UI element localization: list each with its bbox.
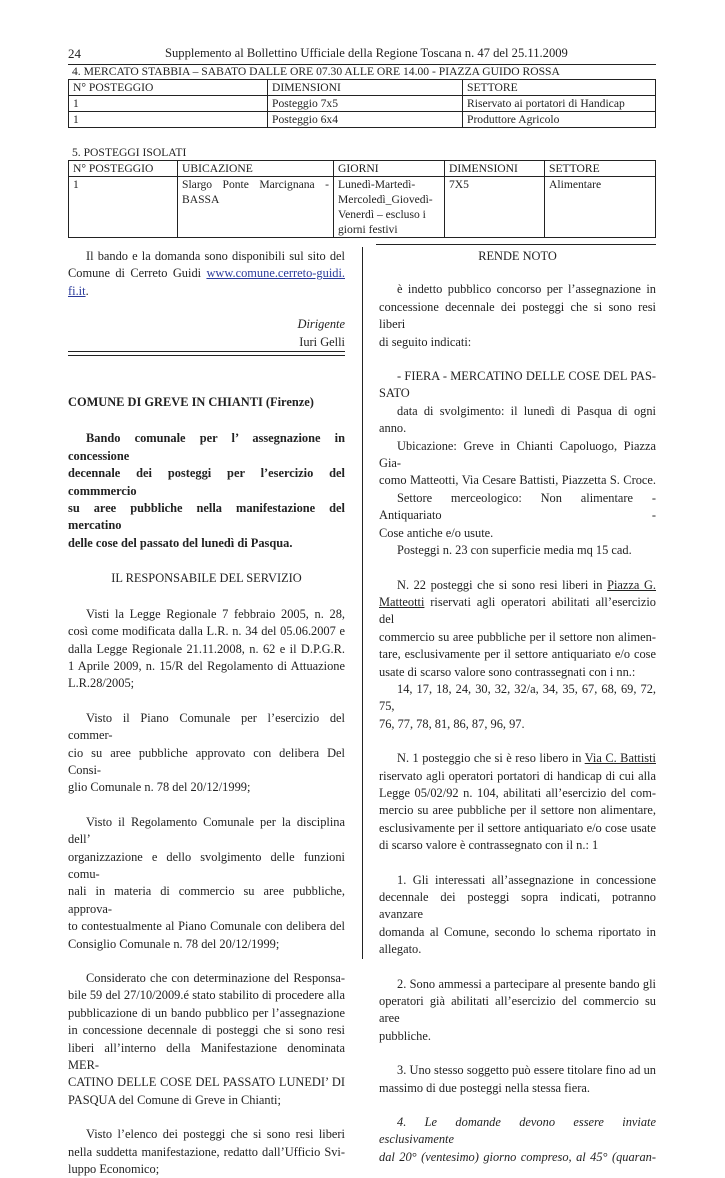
- paragraph: [68, 710, 345, 797]
- title-line: decennale dei posteggi per l’esercizio del commmercio: [68, 466, 345, 498]
- text-line: Visto il Piano Comunale per l’esercizio del commer-: [68, 710, 345, 743]
- table-cell: Posteggio 6x4: [268, 112, 463, 128]
- text-line: dalla Legge Regionale 21.11.2008, n. 62 e il D.P.G.R.: [68, 641, 345, 656]
- location-link: Matteotti: [379, 594, 425, 609]
- text-line: in concessione decennale di posteggi che si sono resi: [68, 1023, 345, 1038]
- text-line: SATO: [379, 386, 410, 401]
- page-header: [68, 44, 656, 65]
- table-cell: [178, 177, 334, 238]
- table-header-cell: DIMENSIONI: [445, 161, 545, 177]
- text-line: 4. Le domande devono essere inviate esclusivamente: [379, 1115, 656, 1147]
- text-line: 14, 17, 18, 24, 30, 32, 32/a, 34, 35, 67, 68, 69, 72, 75,: [379, 681, 656, 714]
- table-header-cell: N° POSTEGGIO: [69, 80, 268, 96]
- paragraph: [68, 606, 345, 693]
- text-line: così come modificata dalla L.R. n. 34 del 05.06.2007 e: [68, 624, 345, 639]
- text-line: [379, 577, 656, 594]
- paragraph: [379, 976, 656, 1046]
- paragraph: [68, 1126, 345, 1178]
- paragraph: [379, 1062, 656, 1097]
- table-header-cell: SETTORE: [463, 80, 656, 96]
- text-line: [379, 750, 656, 767]
- fiera-paragraph: [379, 368, 656, 559]
- isolated-stalls-section: [68, 146, 656, 238]
- responsabile-heading: IL RESPONSABILE DEL SERVIZIO: [111, 571, 302, 586]
- text-line: tare, esclusivamente per il settore antiquariato e/o cose: [379, 647, 656, 662]
- text-line: esclusivamente per il settore antiquariato e/o cose usate: [379, 820, 656, 835]
- left-column: [68, 248, 345, 1178]
- title-line: delle cose del passato del lunedì di Pasqua.: [68, 535, 293, 550]
- text-line: to contestualmente al Piano Comunale con delibera del: [68, 919, 345, 934]
- days-line: giorni festivi: [338, 223, 398, 236]
- table-row: [69, 177, 656, 238]
- text-line: [379, 594, 656, 629]
- table-header-cell: GIORNI: [334, 161, 445, 177]
- text-span: N. 1 posteggio che si è reso libero in: [397, 751, 582, 766]
- text-line: è indetto pubblico concorso per l’assegnazione in: [397, 282, 656, 297]
- text-line: pubblicazione di un bando pubblico per l’assegnazione: [68, 1005, 345, 1020]
- table-cell: 1: [69, 96, 268, 112]
- text-line: allegato.: [379, 942, 422, 957]
- website-link[interactable]: fi.it: [68, 283, 86, 298]
- text-line: concessione decennale dei posteggi che si sono resi liberi: [379, 299, 656, 332]
- location-link: Via C. Battisti: [584, 751, 656, 766]
- table-header-cell: SETTORE: [545, 161, 656, 177]
- table-header-cell: DIMENSIONI: [268, 80, 463, 96]
- text-line: massimo di due posteggi nella stessa fiera.: [379, 1080, 590, 1095]
- text-line: liberi all’interno della Manifestazione denominata MER-: [68, 1040, 345, 1073]
- table-cell: Riservato ai portatori di Handicap: [463, 96, 656, 112]
- text-line: luppo Economico;: [68, 1162, 160, 1177]
- location-line: Slargo Ponte Marcignana -: [182, 178, 329, 191]
- text-line: domanda al Comune, secondo lo schema riportato in: [379, 924, 656, 939]
- location-link: Piazza G.: [607, 577, 657, 592]
- table-header-cell: N° POSTEGGIO: [69, 161, 178, 177]
- text-line: glio Comunale n. 78 del 20/12/1999;: [68, 780, 251, 795]
- table-header-row: [69, 80, 656, 96]
- text-line: PASQUA del Comune di Greve in Chianti;: [68, 1092, 281, 1107]
- bando-line: [68, 265, 345, 282]
- text-line: cio su aree pubbliche approvato con delibera Del Consi-: [68, 745, 345, 777]
- table-header-row: [69, 161, 656, 177]
- text-line: Visto il Regolamento Comunale per la disciplina dell’: [68, 814, 345, 847]
- table-cell: 1: [69, 112, 268, 128]
- rende-noto-heading: RENDE NOTO: [478, 249, 557, 263]
- text-line: Posteggi n. 23 con superficie media mq 15 cad.: [397, 543, 632, 558]
- table-header-cell: UBICAZIONE: [178, 161, 334, 177]
- text-line: Cose antiche e/o usute.: [379, 525, 494, 540]
- text-line: Considerato che con determinazione del Responsa-: [86, 971, 345, 985]
- table-cell: Produttore Agricolo: [463, 112, 656, 128]
- title-line: su aree pubbliche nella manifestazione del mercatino: [68, 501, 345, 533]
- text-line: como Matteotti, Via Cesare Battisti, Piazzetta S. Croce.: [379, 473, 656, 488]
- table-cell: Alimentare: [545, 177, 656, 238]
- text-line: pubbliche.: [379, 1028, 431, 1043]
- paragraph: [68, 970, 345, 1109]
- text-line: Visto l’elenco dei posteggi che si sono resi liberi: [86, 1127, 345, 1142]
- column-divider: [362, 247, 363, 959]
- text-line: mercio su aree pubbliche per il settore non alimentare,: [379, 803, 656, 818]
- isolated-stalls-table: [68, 160, 656, 238]
- right-column-top-rule: [376, 244, 656, 245]
- table-cell: 7X5: [445, 177, 545, 238]
- paragraph: [379, 872, 656, 959]
- text-line: Ubicazione: Greve in Chianti Capoluogo, Piazza Gia-: [379, 438, 656, 471]
- text-line: decennale dei posteggi sopra indicati, potranno avanzare: [379, 890, 656, 922]
- paragraph: [379, 750, 656, 854]
- text-line: di scarso valore è contrassegnato con il n.: 1: [379, 838, 599, 853]
- table-cell: Posteggio 7x5: [268, 96, 463, 112]
- text-line: 1. Gli interessati all’assegnazione in concessione: [397, 872, 656, 887]
- page-number: 24: [68, 46, 81, 61]
- table-cell: [334, 177, 445, 238]
- text-span: N. 22 posteggi che si sono resi liberi in: [397, 577, 603, 592]
- comune-heading: COMUNE DI GREVE IN CHIANTI (Firenze): [68, 395, 314, 410]
- signer-name: Iuri Gelli: [299, 334, 345, 349]
- title-line: Bando comunale per l’ assegnazione in concessione: [68, 431, 345, 463]
- bando-text: Comune di Cerreto Guidi: [68, 266, 202, 281]
- text-line: bile 59 del 27/10/2009.é stato stabilito di procedere alla: [68, 988, 345, 1003]
- text-line: di seguito indicati:: [379, 334, 472, 349]
- text-line: 3. Uno stesso soggetto può essere titolare fino ad un: [397, 1063, 656, 1078]
- website-link[interactable]: www.comune.cerreto-guidi.: [206, 266, 345, 281]
- table-row: [69, 112, 656, 128]
- text-line: 2. Sono ammessi a partecipare al presente bando gli: [397, 976, 656, 991]
- table-cell: 1: [69, 177, 178, 238]
- market-stabbia-table: [68, 79, 656, 128]
- bando-line: Il bando e la domanda sono disponibili sul sito del: [86, 249, 345, 263]
- text-line: riservato agli operatori portatori di handicap di cui alla: [379, 768, 656, 783]
- text-line: commercio su aree pubbliche per il settore non alimen-: [379, 629, 656, 644]
- text-line: 1 Aprile 2009, n. 15/R del Regolamento di Attuazione: [68, 658, 345, 673]
- text-line: L.R.28/2005;: [68, 676, 135, 691]
- text-line: nella suddetta manifestazione, redatto dall’Ufficio Svi-: [68, 1144, 345, 1159]
- paragraph: [379, 281, 656, 351]
- text-line: usate di scarso valore sono contrassegnati con i nn.:: [379, 664, 636, 679]
- paragraph: [379, 577, 656, 734]
- days-line: Venerdì – escluso i: [338, 208, 426, 221]
- text-line: Settore merceologico: Non alimentare - Antiquariato -: [379, 490, 656, 523]
- text-line: Consiglio Comunale n. 78 del 20/12/1999;: [68, 936, 280, 951]
- market-stabbia-title: 4. MERCATO STABBIA – SABATO DALLE ORE 07.30 ALLE ORE 14.00 - PIAZZA GUIDO ROSSA: [72, 65, 560, 78]
- location-line: BASSA: [182, 193, 220, 206]
- days-line: Lunedì-Martedì-: [338, 178, 416, 191]
- paragraph: [68, 814, 345, 953]
- bando-title: [68, 430, 345, 552]
- text-line: Legge 05/02/92 n. 104, abilitati all’esercizio del com-: [379, 785, 656, 800]
- signer-role: Dirigente: [297, 317, 345, 332]
- text-line: Visti la Legge Regionale 7 febbraio 2005, n. 28,: [86, 606, 345, 621]
- text-line: 76, 77, 78, 81, 86, 87, 96, 97.: [379, 716, 525, 731]
- bando-end: .: [85, 283, 89, 298]
- days-line: Mercoledì_Giovedì-: [338, 193, 433, 206]
- text-line: CATINO DELLE COSE DEL PASSATO LUNEDI’ DI: [68, 1075, 345, 1090]
- text-line: - FIERA - MERCATINO DELLE COSE DEL PAS-: [397, 369, 656, 384]
- text-line: organizzazione e dello svolgimento delle funzioni comu-: [68, 849, 345, 881]
- text-line: operatori già abilitati all’esercizio del commercio su aree: [379, 994, 656, 1026]
- paragraph: [379, 1114, 656, 1166]
- text-span: riservati agli operatori abilitati all’esercizio del: [379, 594, 656, 627]
- text-line: nali in materia di commercio su aree pubbliche, approva-: [68, 884, 345, 916]
- market-stabbia-section: [68, 65, 656, 128]
- bulletin-title: Supplemento al Bollettino Ufficiale della Regione Toscana n. 47 del 25.11.2009: [165, 46, 568, 60]
- text-line: dal 20° (ventesimo) giorno compreso, al 45° (quaran-: [379, 1149, 656, 1164]
- right-column: [379, 248, 656, 1166]
- isolated-stalls-title: 5. POSTEGGI ISOLATI: [72, 146, 187, 159]
- table-row: [69, 96, 656, 112]
- text-line: data di svolgimento: il lunedì di Pasqua di ogni anno.: [379, 403, 656, 436]
- bando-line: [68, 283, 345, 300]
